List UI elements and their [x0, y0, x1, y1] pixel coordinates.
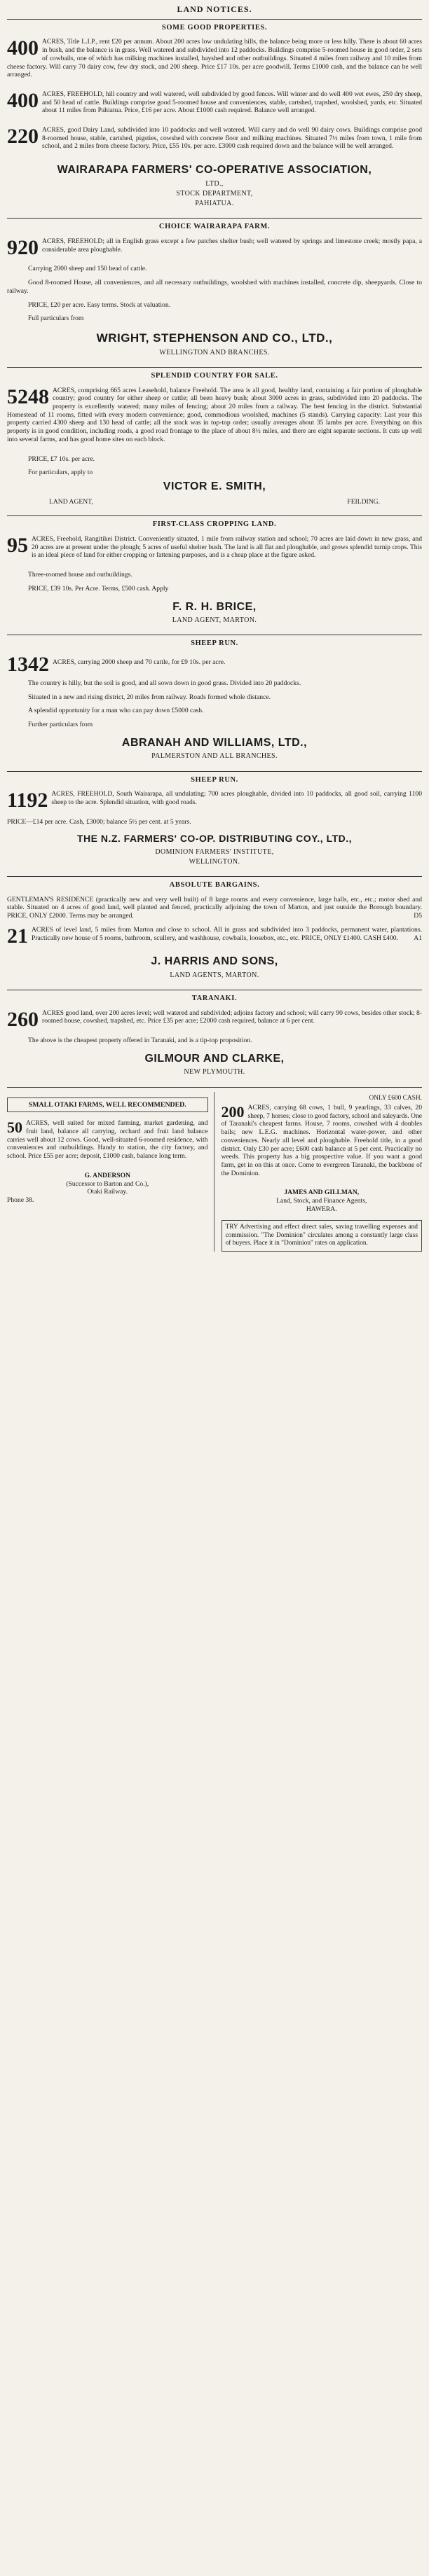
right-column — [222, 1092, 423, 1252]
left-column — [7, 1092, 214, 1252]
listing-text: ACRES, FREEHOLD, South Wairarapa, all undulating; 700 acres ploughable, divided into 10 paddocks, all good soil, carrying 1100 sheep to the acre. Splendid situation, with good roads. — [51, 790, 422, 807]
listing-contact-lead: For particulars, apply to — [28, 469, 93, 477]
listing-text — [7, 896, 422, 920]
listing-level-land: ACRES of level land, 5 miles from Marton and close to school. All in grass and subdivided into 3 paddocks, permanent water, plantations. Practically new house of 5 rooms, bathroom, scullery, and washhouse, cowbails, loosebox, etc., etc. PRICE, ONLY £1400. CASH £400. — [32, 925, 422, 942]
listing-text — [7, 926, 422, 942]
agent-name: ABRANAH AND WILLIAMS, LTD., — [121, 736, 308, 749]
agent-location: LAND AGENTS, MARTON. — [170, 971, 259, 979]
divider — [7, 19, 422, 20]
listing-ad — [7, 1009, 422, 1031]
agent-location: LAND AGENT, MARTON. — [172, 616, 257, 625]
listing-house: Three-roomed house and outbuildings. — [28, 571, 132, 579]
agent-name: GILMOUR AND CLARKE, — [144, 1052, 285, 1065]
divider — [7, 367, 422, 368]
acreage-number: 220 — [7, 125, 39, 148]
listing-ad — [7, 90, 422, 120]
listing-contact-lead: Full particulars from — [28, 314, 84, 323]
listing-ad — [7, 653, 422, 677]
agent-ltd: LTD., — [205, 179, 224, 188]
listing-code: D5 — [414, 912, 422, 920]
agent-location: NEW PLYMOUTH. — [184, 1068, 245, 1076]
divider — [7, 218, 422, 219]
bottom-columns — [7, 1092, 422, 1252]
divider — [7, 1087, 422, 1088]
listing-note: The above is the cheapest property offered in Taranaki, and is a tip-top proposition. — [28, 1037, 252, 1045]
listing-residence: GENTLEMAN'S RESIDENCE (practically new and very well built) of 8 large rooms and every convenience, large halls, etc., etc.; motor shed and stable. Situated on 4 acres of good land, well planted and fenced, practically adjoining the town of Marton, and just outside the Borough boundary. PRICE, ONLY £2000. Terms may be arranged. — [7, 895, 422, 920]
agent-name: F. R. H. BRICE, — [172, 600, 257, 613]
agent-phone: Phone 38. — [7, 1196, 34, 1204]
acreage-number: 400 — [7, 36, 39, 60]
newspaper-page — [7, 0, 422, 1252]
listing-text: ACRES, FREEHOLD; all in English grass except a few patches shelter bush; well watered by springs and limestone creek; mostly papa, a considerable area ploughable. — [42, 237, 422, 254]
agent-role: LAND AGENT, — [49, 497, 93, 506]
listing-ad — [7, 1119, 208, 1166]
agent-institute: DOMINION FARMERS' INSTITUTE, — [155, 847, 274, 856]
listing-ad — [7, 237, 422, 259]
divider — [7, 876, 422, 877]
section-heading: CHOICE WAIRARAPA FARM. — [158, 223, 271, 231]
section-heading: FIRST-CLASS CROPPING LAND. — [152, 520, 277, 529]
listing-ad — [7, 535, 422, 565]
listing-contact-lead: Further particulars from — [28, 721, 93, 729]
section-heading: SHEEP RUN. — [191, 775, 238, 784]
agent-name: G. ANDERSON — [84, 1171, 131, 1179]
advertising-promo-box: TRY Advertising and effect direct sales, saving travelling expenses and commission. "The Dominion" circulates among a constantly large class of buyers. Place it in "Dominion" rates on application. — [222, 1220, 423, 1251]
agent-branches: WELLINGTON AND BRANCHES. — [159, 348, 270, 356]
acreage-number: 1192 — [7, 789, 48, 812]
listing-opportunity: A splendid opportunity for a man who can pay down £5000 cash. — [28, 707, 204, 715]
listing-carrying: Carrying 2000 sheep and 150 head of cattle. — [28, 265, 147, 273]
listing-ad — [7, 387, 422, 450]
agent-name: J. HARRIS AND SONS, — [151, 955, 278, 968]
agent-name: THE N.Z. FARMERS' CO-OP. DISTRIBUTING COY., LTD., — [76, 833, 353, 845]
section-heading: ABSOLUTE BARGAINS. — [169, 880, 260, 889]
listing-text: ACRES, good Dairy Land, subdivided into 10 paddocks and well watered. Will carry and do well 90 dairy cows. Buildings comprise good 8-roomed house, stable, cartshed, pigsties, cowshed with concrete floor and milking machines. Situated 7½ miles from town, 1 mile from school, and 2 miles from cheese factory. Price, £55 10s. per acre. £3000 cash required down and the balance will be well arranged. — [42, 126, 422, 151]
agent-successor: (Successor to Barton and Co.), — [66, 1179, 149, 1188]
agent-row — [7, 469, 422, 477]
listing-text: ACRES, carrying 68 cows, 1 bull, 9 yearlings, 33 calves, 20 sheep, 7 horses; close to good factory, school and saleyards. One of Taranaki's cheapest farms. House, 7 rooms, cowshed with 4 doubles bails; new L.E.G. machines. Horizontal water-power, and other conveniences. Nearly all level and ploughable. Freehold title, in a good district. Only £30 per acre; £600 cash balance at 5 per cent. Practically no weeds. This property has a big prospective value. If you want a good farm, get in on this at once. Come to evergreen Taranaki, the backbone of the Dominion. — [221, 1104, 422, 1177]
section-heading: SPLENDID COUNTRY FOR SALE. — [151, 371, 278, 380]
acreage-number: 1342 — [7, 653, 49, 677]
listing-price: PRICE, £39 10s. Per Acre. Terms, £500 cash. Apply — [28, 584, 169, 593]
page-masthead: LAND NOTICES. — [177, 4, 252, 14]
section-heading: TARANAKI. — [191, 994, 238, 1002]
divider — [7, 515, 422, 516]
listing-ad — [222, 1104, 423, 1183]
agent-details-row — [7, 498, 422, 506]
listing-price: PRICE, £7 10s. per acre. — [28, 455, 95, 463]
acreage-number: 200 — [221, 1103, 245, 1121]
acreage-number: 260 — [7, 1007, 39, 1031]
agent-town: WELLINGTON. — [189, 857, 240, 866]
section-heading: SHEEP RUN. — [191, 639, 238, 648]
agent-branches: PALMERSTON AND ALL BRANCHES. — [151, 752, 278, 761]
listing-code: A1 — [414, 934, 422, 942]
otaki-heading-box: SMALL OTAKI FARMS, WELL RECOMMENDED. — [7, 1097, 208, 1113]
agent-name: WAIRARAPA FARMERS' CO-OPERATIVE ASSOCIATION, — [57, 164, 372, 176]
agent-town: FEILDING. — [347, 497, 380, 506]
listing-ad — [7, 790, 422, 812]
agent-department: STOCK DEPARTMENT, — [176, 189, 253, 198]
agent-name: JAMES AND GILLMAN, — [284, 1189, 360, 1197]
listing-ad — [7, 38, 422, 85]
acreage-number: 95 — [7, 534, 28, 558]
listing-ad — [7, 126, 422, 156]
listing-price: PRICE—£14 per acre. Cash, £3000; balance 5½ per cent. at 5 years. — [7, 817, 191, 826]
agent-town: HAWERA. — [306, 1205, 337, 1213]
agent-name: WRIGHT, STEPHENSON AND CO., LTD., — [96, 331, 333, 345]
listing-price: PRICE, £20 per acre. Easy terms. Stock at valuation. — [28, 300, 171, 309]
acreage-number: 50 — [7, 1119, 22, 1137]
listing-location: Situated in a new and rising district, 20 miles from railway. Roads formed whole distance. — [28, 693, 271, 701]
acreage-number: 400 — [7, 88, 39, 112]
listing-text: ACRES, comprising 665 acres Leasehold, balance Freehold. The area is all good, healthy land, containing a fair portion of ploughable country; good country for either sheep or cattle; all been heavy bush; about 3000 acres in grass, subdivided into 20 paddocks. The property is excellently watered; many miles of fencing; about 20 miles from a railway. The best fencing in the district. Substantial Homestead of 11 rooms, fitted with every modern convenience; good, commodious woolshed, machines (5 stands). Carrying capacity: Last year this property carried 4300 sheep and 130 head of cattle; all the stock was in top-top order; usually averages about 35 lambs per acre. Everything on this property is in good condition, including roads, a good road frontage to the place of about 8½ miles, and there are eight separate sections. It cuts up well into several farms, and has good home sites on each block. — [7, 386, 422, 443]
listing-text: ACRES, FREEHOLD, hill country and well watered, well subdivided by good fences. Will winter and do well 400 wet ewes, 250 dry sheep, and 50 head of cattle. Buildings comprise good 5-roomed house and conveniences, stable, cartshed, trapshed, woolshed, yards, etc. Situated about 11 miles from Pahiatua. Price, £16 per acre. About £1000 cash required. Balance well arranged. — [42, 90, 422, 115]
agent-role: Land, Stock, and Finance Agents, — [276, 1197, 367, 1205]
listing-text: ACRES good land, over 200 acres level; well watered and subdivided; adjoins factory and school; will carry 90 cows, besides other stock; 8-roomed house, cowshed, trapshed, etc. Price £35 per acre; £2000 cash required, balance at 6 per cent. — [42, 1009, 422, 1025]
listing-buildings: Good 8-roomed House, all conveniences, and all necessary outbuildings, woolshed with machines installed, concrete dip, sheepyards. Close to railway. — [7, 279, 422, 295]
agent-town: PAHIATUA. — [195, 200, 234, 208]
acreage-number: 920 — [7, 236, 39, 260]
listing-text: ACRES, Freehold, Rangitikei District. Conveniently situated, 1 mile from railway station and school; 70 acres are laid down in new grass, and 20 acres are at present under the plough; 5 acres of useful shelter bush. The land is all flat and ploughable, and grows splendid turnip crops. This is an ideal piece of land for either cropping or fattening purposes, and is a cheap place at the figure asked. — [32, 535, 422, 560]
acreage-number: 21 — [7, 924, 28, 948]
listing-text: ACRES, carrying 2000 sheep and 70 cattle, for £9 10s. per acre. — [53, 658, 226, 667]
listing-country: The country is hilly, but the soil is good, and all sown down in good grass. Divided into 20 paddocks. — [28, 679, 301, 688]
listing-text: ACRES, well suited for mixed farming, market gardening, and fruit land, balance all carrying, orchard and fruit land balance carries well about 12 cows. Good, well-situated 6-roomed residence, with conveniences and outbuildings. Handy to station, the city factory, and school. Price £55 per acre; deposit, £1000 cash, balance long term. — [7, 1119, 208, 1161]
listing-ad — [7, 926, 422, 948]
listing-text: ACRES, Title L.I.P., rent £20 per annum. About 200 acres low undulating hills, the balance being more or less hilly. There is about 60 acres in bush, and the balance is in grass. Well watered and subdivided into 12 paddocks. Buildings comprise 5-roomed house in good order, 2 sets of cowbails, one of which has milking machines installed, hayshed and other outbuildings. Situated 4 miles from railway and 10 miles from cheese factory. Will carry 70 dairy cow, few dry stock, and 200 sheep. Price £17 10s. per acre goodwill. Terms £1000 cash, and the balance can be well arranged. — [7, 38, 422, 79]
acreage-number: 5248 — [7, 385, 49, 408]
divider — [7, 771, 422, 772]
agent-town: Otaki Railway. — [87, 1188, 128, 1196]
section-heading: SOME GOOD PROPERTIES. — [161, 23, 268, 32]
agent-name: VICTOR E. SMITH, — [163, 480, 266, 492]
cash-note: ONLY £600 CASH. — [369, 1094, 422, 1102]
